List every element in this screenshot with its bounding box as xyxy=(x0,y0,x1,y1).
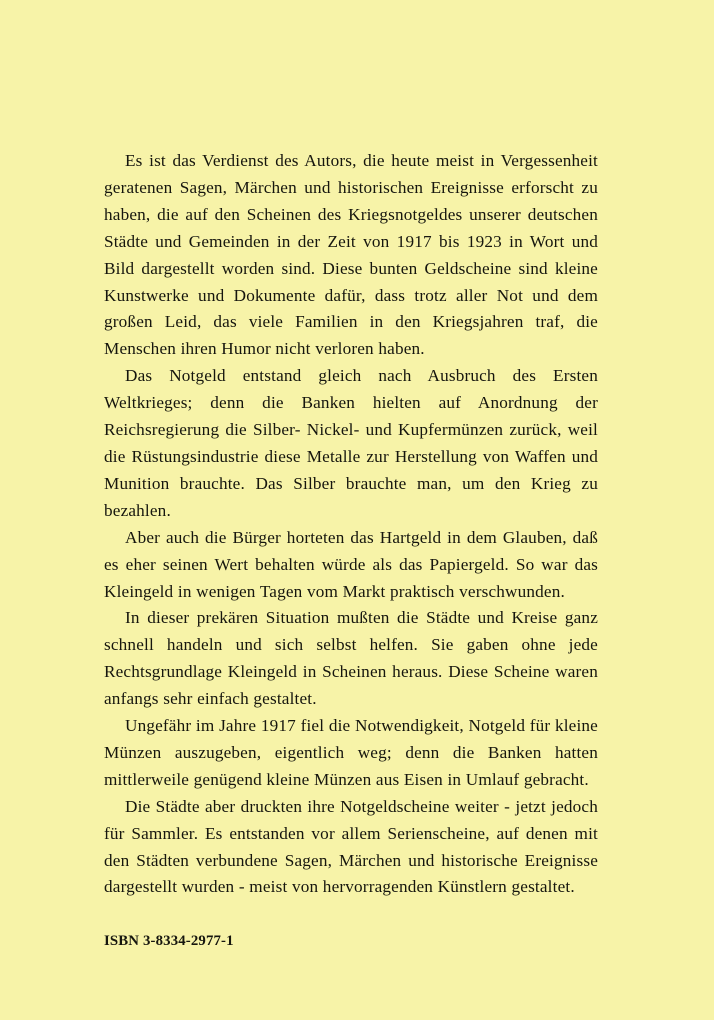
blurb-paragraph-2: Das Notgeld entstand gleich nach Ausbruch des Ersten Weltkrieges; denn die Banken hielten auf Anordnung der Reichsregierung die Silber- Nickel- und Kupfermünzen zurück, weil die Rüstungsindustrie diese Metalle zur Herstellung von Waffen und Munition brauchte. Das Silber brauchte man, um den Krieg zu bezahlen. xyxy=(104,366,598,520)
blurb-text-block xyxy=(104,148,598,901)
blurb-paragraph-3: Aber auch die Bürger horteten das Hartgeld in dem Glauben, daß es eher seinen Wert behalten würde als das Papiergeld. So war das Kleingeld in wenigen Tagen vom Markt praktisch verschwunden. xyxy=(104,527,598,601)
blurb-paragraph-6: Die Städte aber druckten ihre Notgeldscheine weiter - jetzt jedoch für Sammler. Es entstanden vor allem Serienscheine, auf denen mit den Städten verbundene Sagen, Märchen und historische Ereignisse dargestellt wurden - meist von hervorragenden Künstlern gestaltet. xyxy=(104,796,598,897)
isbn-label: ISBN 3-8334-2977-1 xyxy=(104,933,234,949)
blurb-paragraph-5: Ungefähr im Jahre 1917 fiel die Notwendigkeit, Notgeld für kleine Münzen auszugeben, eigentlich weg; denn die Banken hatten mittlerweile genügend kleine Münzen aus Eisen in Umlauf gebracht. xyxy=(104,716,598,789)
blurb-paragraph-1: Es ist das Verdienst des Autors, die heute meist in Vergessenheit geratenen Sagen, Märchen und historischen Ereignisse erforscht zu haben, die auf den Scheinen des Kriegsnotgeldes unserer deutschen Städte und Gemeinden in der Zeit von 1917 bis 1923 in Wort und Bild dargestellt worden sind. Diese bunten Geldscheine sind kleine Kunstwerke und Dokumente dafür, dass trotz aller Not und dem großen Leid, das viele Familien in den Kriegsjahren traf, die Menschen ihren Humor nicht verloren haben. xyxy=(104,151,598,359)
blurb-paragraph-4: In dieser prekären Situation mußten die Städte und Kreise ganz schnell handeln und sich selbst helfen. Sie gaben ohne jede Rechtsgrundlage Kleingeld in Scheinen heraus. Diese Scheine waren anfangs sehr einfach gestaltet. xyxy=(104,608,598,709)
